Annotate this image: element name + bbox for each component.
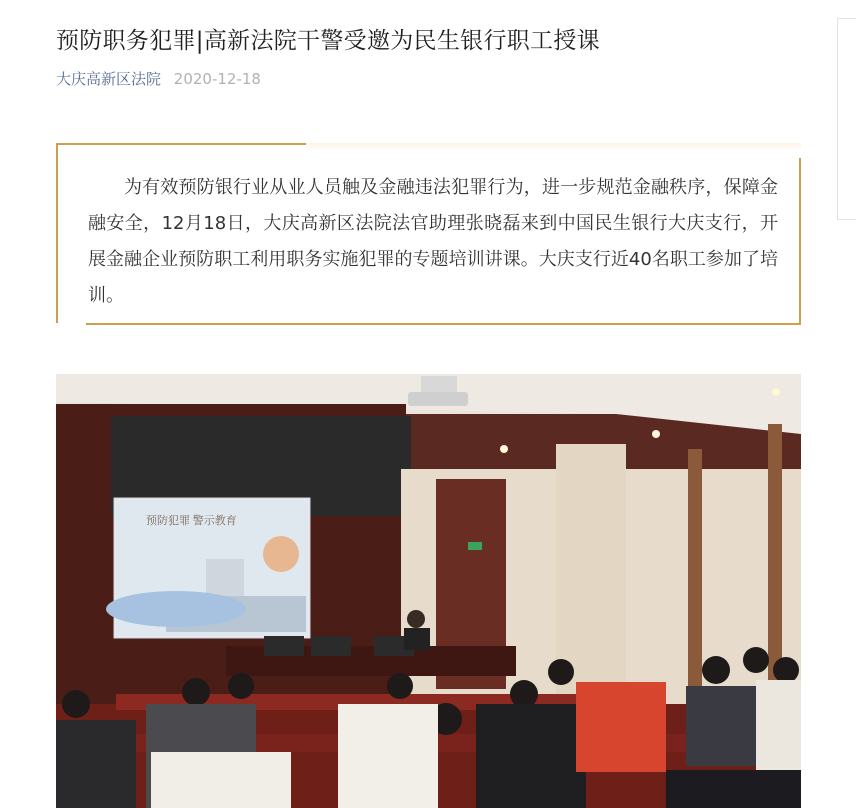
frame-left-border — [56, 143, 58, 323]
side-toolbar[interactable] — [837, 18, 856, 220]
frame-top-left-border — [56, 143, 306, 145]
lecture-photo[interactable] — [56, 374, 801, 808]
publish-date: 2020-12-18 — [173, 70, 261, 88]
frame-right-border — [799, 158, 801, 325]
lecture-photo-image — [56, 374, 801, 808]
frame-bottom-border — [86, 323, 801, 325]
article-paragraph: 为有效预防银行业从业人员触及金融违法犯罪行为，进一步规范金融秩序，保障金融安全，12月18日，大庆高新区法院法官助理张晓磊来到中国民生银行大庆支行，开展金融企业预防职工利用职务实施犯罪的专题培训讲课。大庆支行近40名职工参加了培训。 — [88, 177, 778, 306]
screen-caption: 预防犯罪 警示教育 — [146, 515, 237, 527]
frame-top-shade — [306, 143, 801, 151]
article-meta — [56, 68, 261, 89]
account-name-link[interactable]: 大庆高新区法院 — [56, 70, 162, 88]
article-title: 预防职务犯罪|高新法院干警受邀为民生银行职工授课 — [56, 28, 600, 54]
